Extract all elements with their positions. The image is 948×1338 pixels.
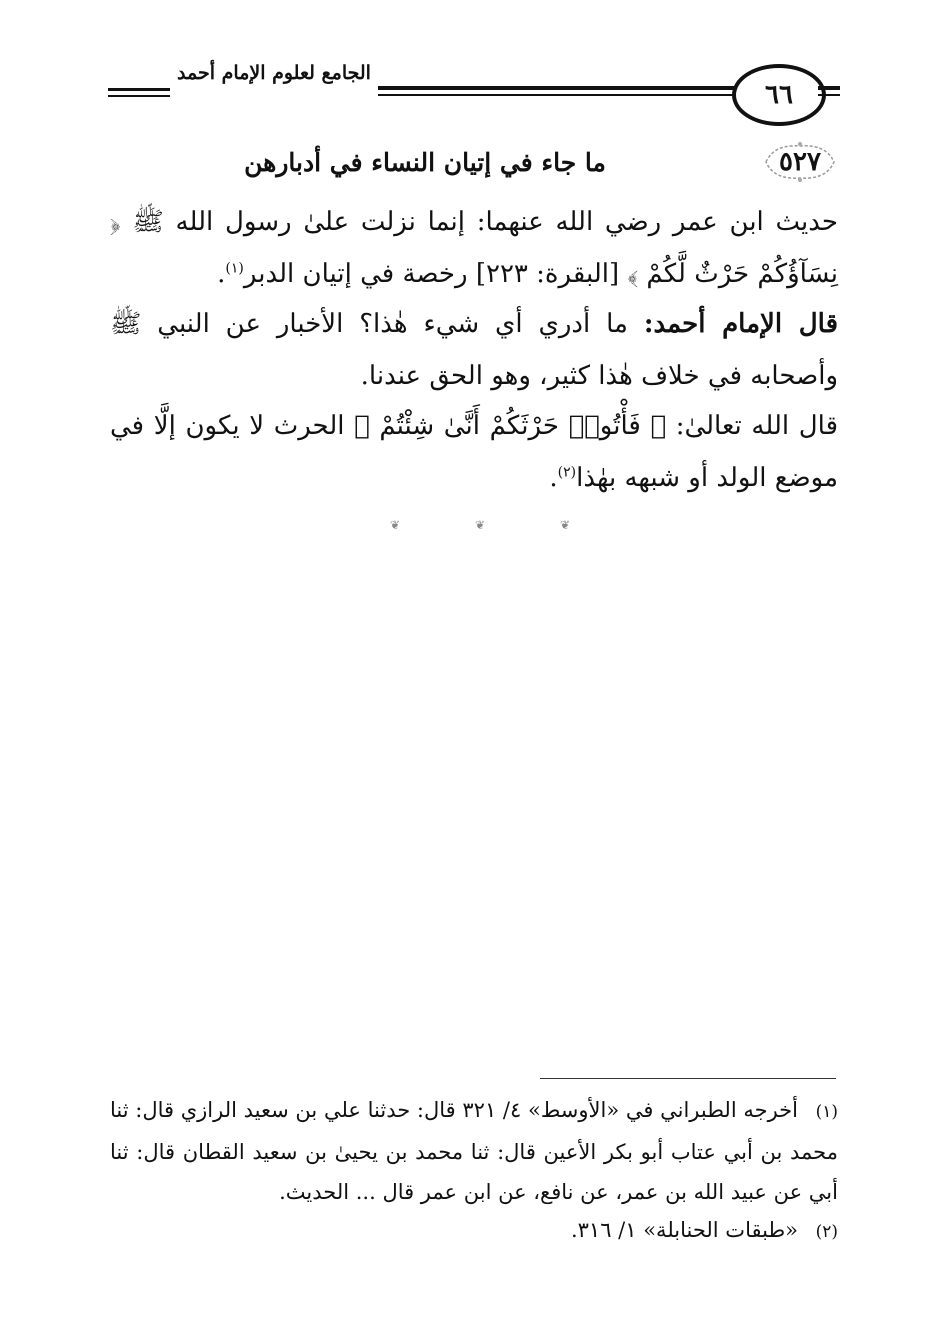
header-rule-left-top [108,88,170,91]
paragraph-end: . [549,463,558,493]
ornament-flourish-icon: ❦ [474,518,486,532]
footnote-2 [110,1210,838,1252]
paragraph-end: . [217,259,226,289]
paragraph-text: ما أدري أي شيء هٰذا؟ الأخبار عن النبي ﷺ وأصحابه في خلاف هٰذا كثير، وهو الحق عندنا. [110,309,838,391]
header-rule-right-bottom [818,94,840,96]
header-rule-middle-top [378,86,734,90]
footnote-separator [540,1078,836,1079]
footnote-text: أخرجه الطبراني في «الأوسط» ٤/ ٣٢١ قال: حدثنا علي بن سعيد الرازي قال: ثنا محمد بن أبي عتاب أبو بكر الأعين قال: ثنا محمد بن يحيىٰ بن سعيد القطان قال: ثنا أبي عن عبيد الله بن عمر، عن نافع، عن ابن عمر قال ... الحديث. [110,1098,838,1204]
paragraph-text: قال الله تعالىٰ: ﴿ فَأْتُوا۟ حَرْثَكُمْ أَنَّىٰ شِئْتُمْ ﴾ الحرث لا يكون إلَّا في موضع الولد أو شبهه بهٰذا [110,411,838,493]
ornament-flourish-icon: ❦ [390,518,401,532]
paragraph-text: حديث ابن عمر رضي الله عنهما: إنما نزلت علىٰ رسول الله ﷺ ﴿ نِسَآؤُكُمْ حَرْثٌ لَّكُمْ ﴾ [البقرة: ٢٢٣] رخصة في إتيان الدبر [110,207,838,289]
ornament-flourish-icon: ❦ [559,518,570,532]
footnote-1 [110,1090,838,1212]
header-rule-left-bottom [108,95,170,97]
page-number-badge [732,64,826,126]
page-number: ٦٦ [765,80,793,110]
section-end-ornament [390,518,570,532]
header-rule-middle-bottom [378,94,734,96]
paragraph-quran-verse [110,400,838,504]
section-title: ما جاء في إتيان النساء في أدبارهن [244,148,606,177]
footnote-text: «طبقات الحنابلة» ١/ ٣١٦. [570,1218,798,1242]
footnote-number: (٢) [815,1222,838,1242]
paragraph-lead: قال الإمام أحمد: [643,309,839,339]
footnote-ref-1[interactable]: (١) [225,260,244,277]
running-header-title: الجامع لعلوم الإمام أحمد [177,62,371,84]
footnote-ref-2[interactable]: (٢) [557,464,577,481]
paragraph-imam-ahmad [110,298,838,402]
header-rule-right-top [818,86,840,90]
paragraph-hadith [110,196,838,300]
footnote-number: (١) [815,1102,838,1122]
section-number: ٥٢٧ [779,147,821,177]
section-number-ornament [760,138,840,186]
